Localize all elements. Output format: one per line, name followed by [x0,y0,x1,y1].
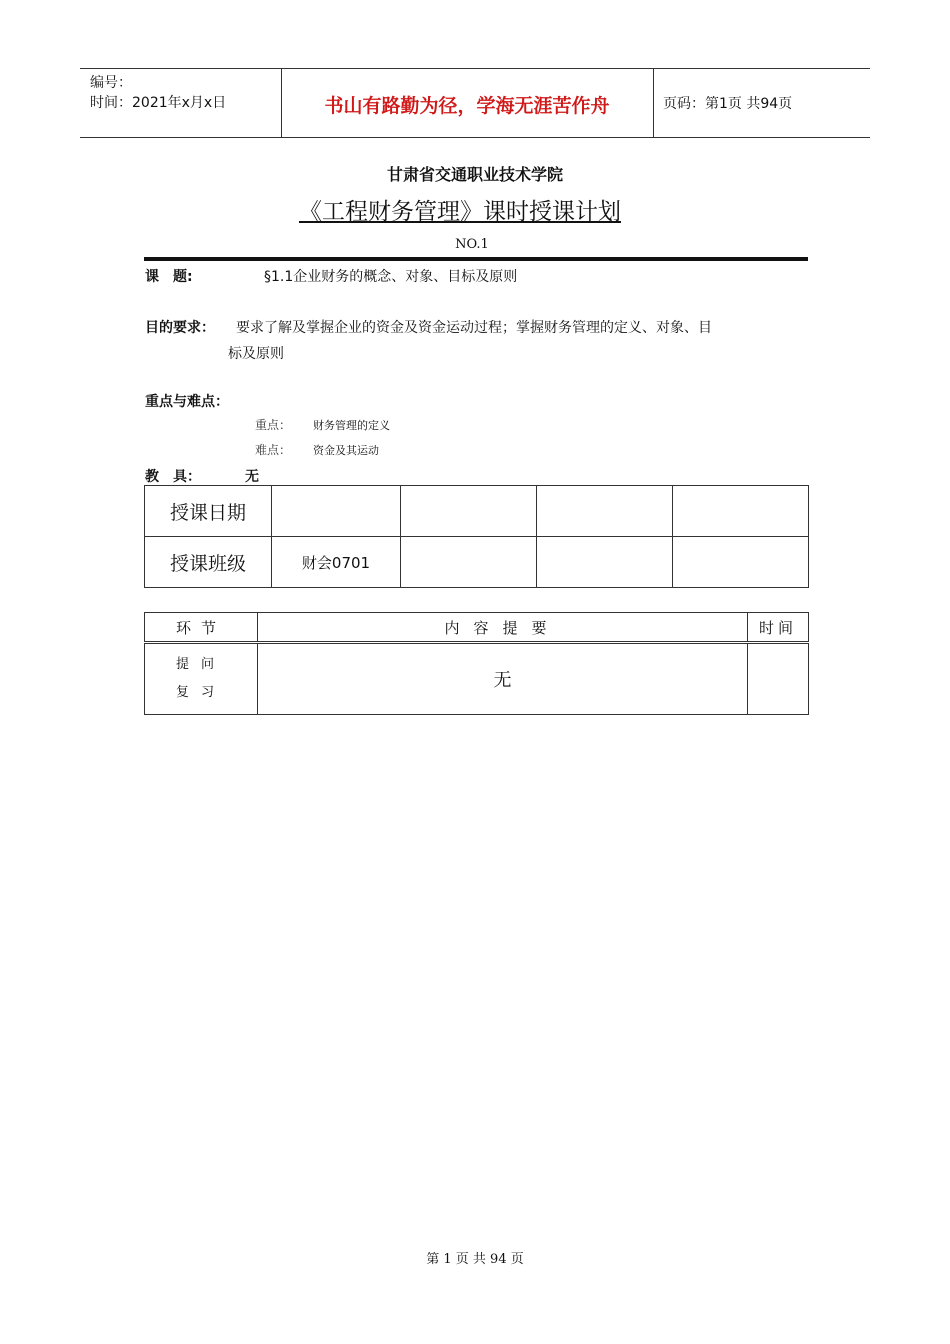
table-row [145,643,809,715]
class-label: 授课班级 [145,537,272,588]
class-value: 财会0701 [272,537,401,588]
key-value: 财务管理的定义 [313,419,390,432]
topic-value: §1.1企业财务的概念、对象、目标及原则 [264,269,518,285]
content-cell: 无 [258,643,748,715]
content-table [144,612,809,715]
difficulty-label: 难点： [255,443,292,457]
table-cell [537,486,673,537]
stage-line: 复习 [175,685,226,700]
table-cell [537,537,673,588]
serial-label: 编号： [90,75,132,91]
difficulty-value: 资金及其运动 [313,444,379,457]
page-footer: 第 1 页 共 94 页 [426,1252,524,1267]
table-cell [401,537,537,588]
header-time: 时间 [748,613,809,643]
stage-line: 提问 [175,657,226,672]
objective-line2: 标及原则 [228,346,284,362]
header-page-info: 页码：第1页 共94页 [663,96,793,112]
key-label: 重点： [255,418,292,432]
header-motto: 书山有路勤为径，学海无涯苦作舟 [324,95,610,117]
tools-value: 无 [245,469,259,485]
table-row [145,537,809,588]
college-name: 甘肃省交通职业技术学院 [386,165,563,184]
header-stage: 环节 [145,613,258,643]
title-rule [144,257,808,261]
objective-label: 目的要求： [145,320,215,336]
time-cell [748,643,809,715]
plan-number: NO.1 [455,237,489,252]
schedule-table [144,485,809,588]
plan-title: 《工程财务管理》课时授课计划 [299,199,621,225]
table-row [145,486,809,537]
date-label: 授课日期 [145,486,272,537]
table-cell [673,486,809,537]
header-divider [653,69,654,137]
header-meta [90,73,226,113]
key-points-label: 重点与难点： [145,394,229,410]
tools-label: 教 具： [145,469,201,485]
table-cell [673,537,809,588]
time-label: 时间：2021年x月x日 [90,95,227,111]
objective-line1: 要求了解及掌握企业的资金及资金运动过程；掌握财务管理的定义、对象、目 [236,320,712,336]
stage-cell [145,643,258,715]
table-header-row [145,613,809,643]
header-content: 内容提要 [258,613,748,643]
table-cell [272,486,401,537]
document-header [80,68,870,138]
topic-label: 课 题: [145,269,193,285]
table-cell [401,486,537,537]
